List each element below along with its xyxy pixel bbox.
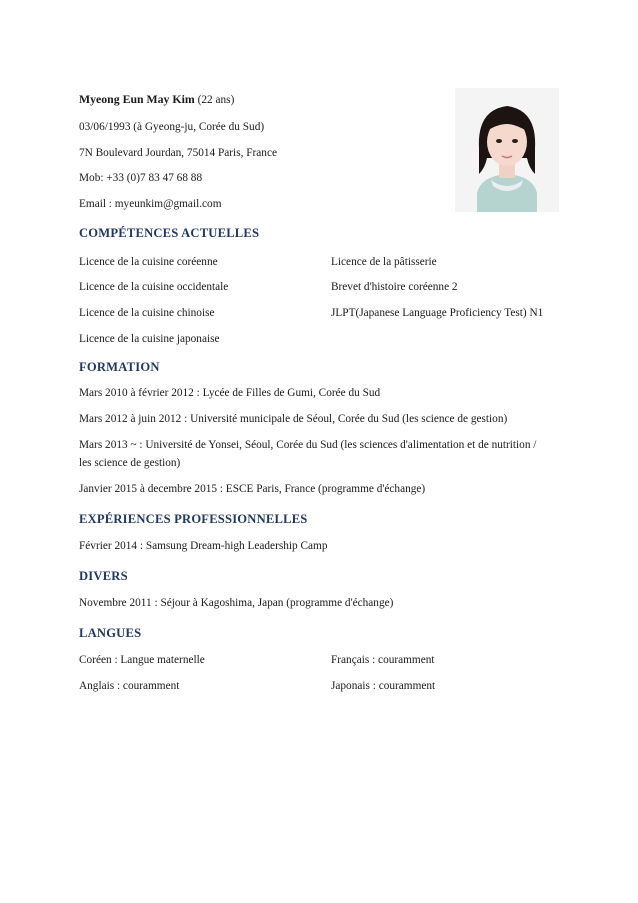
- formation-item: Janvier 2015 à decembre 2015 : ESCE Paris, France (programme d'échange): [79, 483, 426, 495]
- experience-item: Février 2014 : Samsung Dream-high Leadership Camp: [79, 540, 328, 552]
- formation-item-continued: les science de gestion): [79, 457, 181, 469]
- age: (22 ans): [197, 94, 235, 106]
- section-divers-title: DIVERS: [79, 569, 128, 583]
- formation-item: Mars 2013 ~ : Université de Yonsei, Séoul, Corée du Sud (les sciences d'alimentation et de nutrition /: [79, 439, 537, 451]
- competence-item: Licence de la pâtisserie: [331, 256, 437, 268]
- address: 7N Boulevard Jourdan, 75014 Paris, France: [79, 147, 277, 159]
- full-name: Myeong Eun May Kim: [79, 92, 195, 106]
- section-experiences-title: EXPÉRIENCES PROFESSIONNELLES: [79, 512, 308, 526]
- language-item: Français : couramment: [331, 654, 435, 666]
- section-langues-title: LANGUES: [79, 626, 142, 640]
- profile-photo: [455, 88, 559, 212]
- email: Email : myeunkim@gmail.com: [79, 198, 222, 210]
- language-item: Coréen : Langue maternelle: [79, 654, 205, 666]
- section-competences-title: COMPÉTENCES ACTUELLES: [79, 226, 260, 240]
- portrait-illustration: [455, 88, 559, 212]
- competence-item: JLPT(Japanese Language Proficiency Test) N1: [331, 307, 544, 319]
- competence-item: Licence de la cuisine occidentale: [79, 281, 229, 293]
- language-item: Japonais : couramment: [331, 680, 436, 692]
- formation-item: Mars 2010 à février 2012 : Lycée de Filles de Gumi, Corée du Sud: [79, 387, 381, 399]
- competence-item: Brevet d'histoire coréenne 2: [331, 281, 458, 293]
- divers-item: Novembre 2011 : Séjour à Kagoshima, Japan (programme d'échange): [79, 597, 394, 609]
- full-name-line: [79, 92, 234, 107]
- formation-item: Mars 2012 à juin 2012 : Université municipale de Séoul, Corée du Sud (les science de gestion): [79, 413, 508, 425]
- birth-info: 03/06/1993 (à Gyeong-ju, Corée du Sud): [79, 121, 265, 133]
- competence-item: Licence de la cuisine chinoise: [79, 307, 215, 319]
- competence-item: Licence de la cuisine japonaise: [79, 333, 220, 345]
- phone: Mob: +33 (0)7 83 47 68 88: [79, 172, 203, 184]
- section-formation-title: FORMATION: [79, 360, 160, 374]
- language-item: Anglais : couramment: [79, 680, 180, 692]
- competence-item: Licence de la cuisine coréenne: [79, 256, 218, 268]
